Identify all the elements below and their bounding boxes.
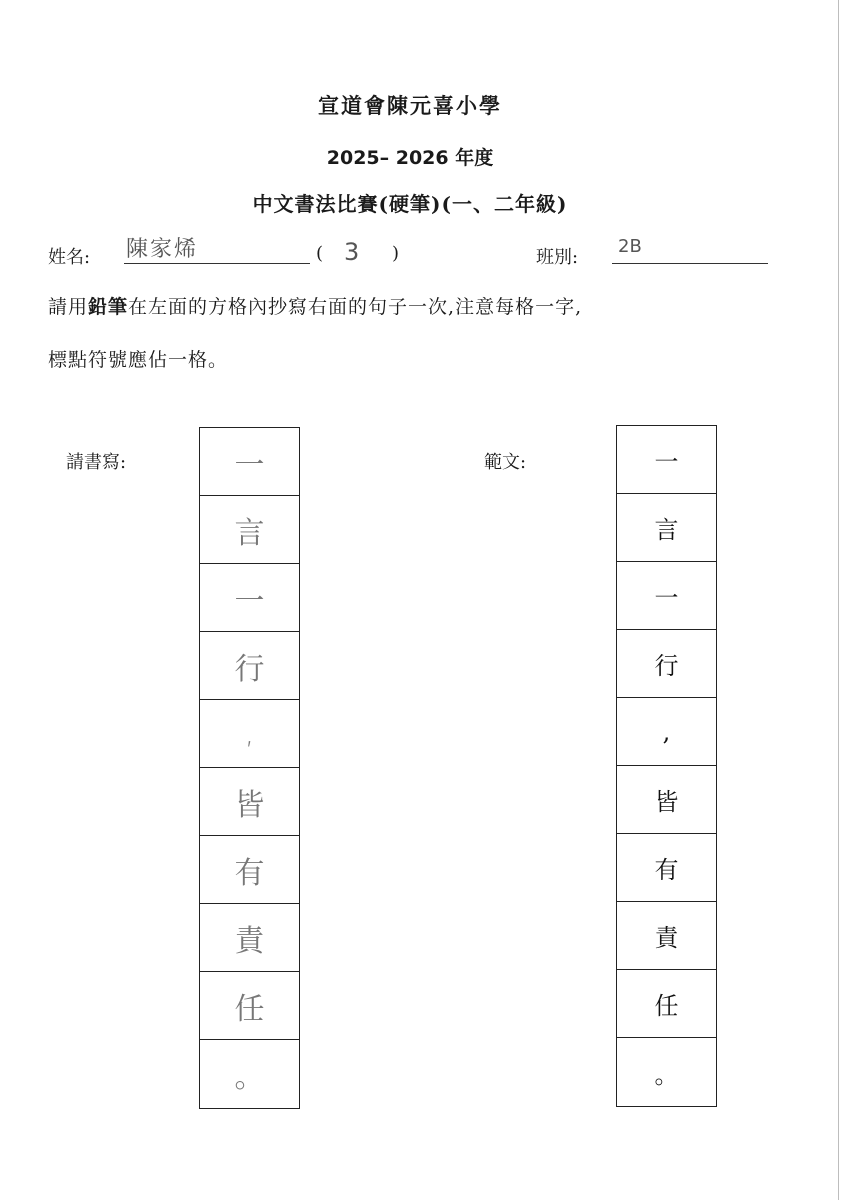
writing-cell[interactable]: 皆 [200,768,299,836]
model-cell: 言 [617,494,716,562]
model-cell: 皆 [617,766,716,834]
number-open-paren: ( [316,243,324,264]
writing-grid [199,427,300,1109]
model-cell: 有 [617,834,716,902]
model-cell: 責 [617,902,716,970]
writing-cell[interactable]: 行 [200,632,299,700]
writing-cell[interactable]: 一 [200,564,299,632]
writing-cell[interactable]: 有 [200,836,299,904]
model-cell: 。 [654,1060,679,1089]
model-cell: 行 [617,630,716,698]
class-underline [612,263,768,264]
instruction-emphasis: 鉛筆 [88,296,129,318]
number-close-paren: ) [392,243,400,264]
name-value: 陳家烯 [126,237,199,262]
competition-title: 中文書法比賽(硬筆)(一、二年級) [252,192,568,216]
writing-cell[interactable]: 一 [200,428,299,496]
name-underline [124,263,310,264]
writing-cell[interactable]: 任 [200,972,299,1040]
writing-cell[interactable]: 言 [200,496,299,564]
writing-cell[interactable]: , [200,700,299,768]
writing-label: 請書寫: [66,452,127,473]
model-grid [616,425,717,1107]
school-year: 2025– 2026 年度 [326,147,494,169]
instruction-line-1: 請用鉛筆在左面的方格內抄寫右面的句子一次,注意每格一字, [48,296,583,318]
model-cell: 一 [617,562,716,630]
class-label: 班別: [536,247,579,268]
model-label: 範文: [484,452,527,473]
school-name: 宣道會陳元喜小學 [318,93,502,118]
name-label: 姓名: [48,247,91,268]
instruction-line-2: 標點符號應佔一格。 [48,349,229,371]
model-cell: 任 [617,970,716,1038]
writing-cell[interactable]: 。 [234,1060,265,1095]
class-value: 2B [618,236,642,257]
model-cell: , [617,698,716,766]
student-number: 3 [344,238,360,266]
page-edge-line [838,0,839,1200]
writing-cell[interactable]: 責 [200,904,299,972]
model-cell: 一 [617,426,716,494]
